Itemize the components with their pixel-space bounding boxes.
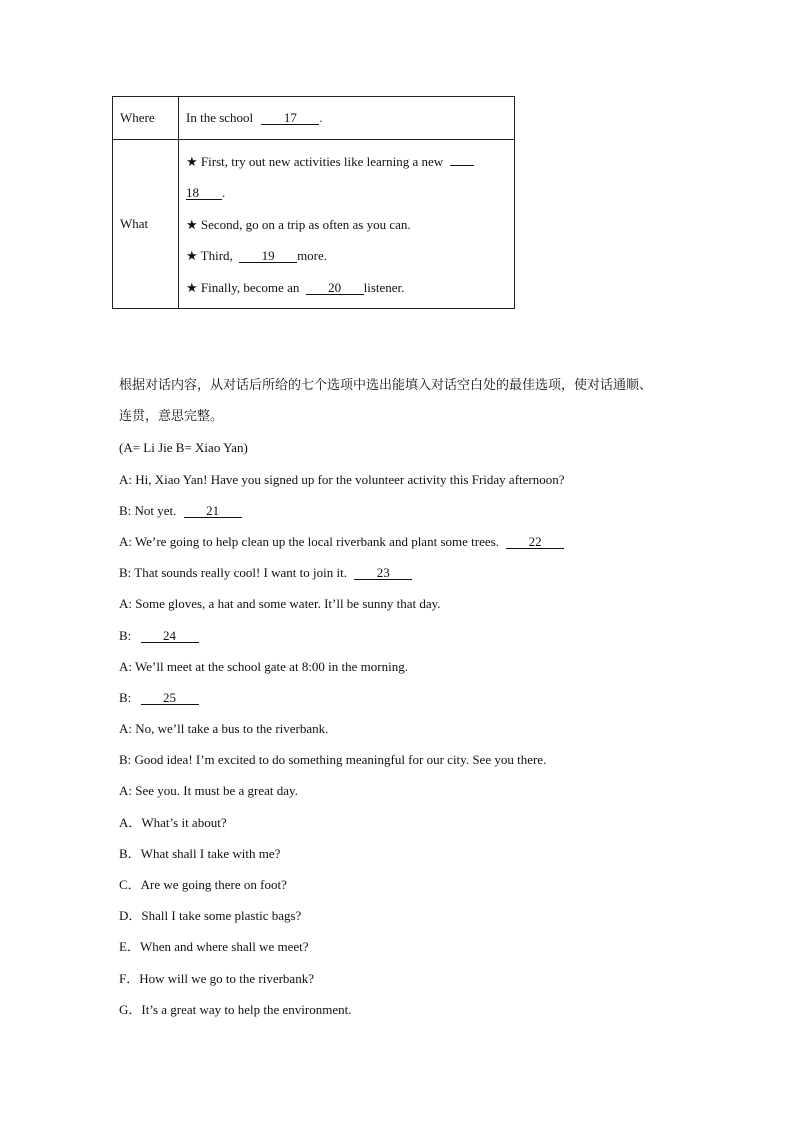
option-g: G．It’s a great way to help the environment. bbox=[119, 1001, 352, 1017]
dialogue-line bbox=[119, 620, 679, 651]
option-f: F．How will we go to the riverbank? bbox=[119, 970, 314, 986]
dialogue-line: A: No, we’ll take a bus to the riverbank. bbox=[119, 721, 329, 737]
dialogue-text: B: Not yet. bbox=[119, 502, 177, 518]
dialogue-text: B: bbox=[119, 689, 132, 705]
blank-18-start bbox=[450, 165, 474, 166]
what-item-first-text: ★ First, try out new activities like learning a new bbox=[186, 154, 444, 169]
where-end: . bbox=[319, 110, 323, 125]
blank-25[interactable]: 25 bbox=[141, 691, 199, 705]
what-item-fourth bbox=[186, 272, 514, 303]
what-item-third bbox=[186, 240, 514, 271]
what-label: What bbox=[113, 140, 179, 309]
dialogue-line: A: See you. It must be a great day. bbox=[119, 783, 298, 799]
table-row-what bbox=[113, 140, 515, 309]
dialogue-line: A: Some gloves, a hat and some water. It’ll be sunny that day. bbox=[119, 596, 441, 612]
option-d: D．Shall I take some plastic bags? bbox=[119, 908, 302, 924]
blank-22[interactable]: 22 bbox=[506, 535, 564, 549]
dialogue-line bbox=[119, 526, 679, 557]
what-item-fourth-end: listener. bbox=[363, 279, 405, 295]
option-c: C．Are we going there on foot? bbox=[119, 877, 287, 892]
blank-21[interactable]: 21 bbox=[184, 504, 242, 518]
dialogue-line: A: Hi, Xiao Yan! Have you signed up for the volunteer activity this Friday afternoon? bbox=[119, 471, 565, 487]
table-row-where bbox=[113, 97, 515, 140]
what-item-third-text: ★ Third, bbox=[186, 248, 233, 264]
blank-20[interactable]: 20 bbox=[306, 281, 364, 295]
where-text: In the school bbox=[186, 110, 254, 125]
what-item-first-cont bbox=[186, 177, 514, 208]
dialogue-text: B: bbox=[119, 627, 132, 643]
blank-17[interactable]: 17 bbox=[261, 111, 319, 125]
what-item-second: ★ Second, go on a trip as often as you can. bbox=[186, 216, 411, 232]
blank-23[interactable]: 23 bbox=[354, 566, 412, 580]
dialogue-section bbox=[119, 370, 679, 1025]
dialogue-line: B: Good idea! I’m excited to do something meaningful for our city. See you there. bbox=[119, 752, 547, 768]
blank-19[interactable]: 19 bbox=[239, 249, 297, 263]
where-cell bbox=[179, 97, 515, 140]
dialogue-text: A: We’re going to help clean up the local riverbank and plant some trees. bbox=[119, 533, 499, 549]
instructions-line-1: 根据对话内容，从对话后所给的七个选项中选出能填入对话空白处的最佳选项，使对话通顺、 bbox=[119, 378, 653, 393]
blank-24[interactable]: 24 bbox=[141, 629, 199, 643]
what-cell bbox=[179, 140, 515, 309]
option-a: A．What’s it about? bbox=[119, 814, 227, 830]
where-label: Where bbox=[113, 97, 179, 140]
what-item-fourth-text: ★ Finally, become an bbox=[186, 279, 300, 295]
speakers-line: (A= Li Jie B= Xiao Yan) bbox=[119, 440, 248, 456]
what-item-first-end: . bbox=[222, 185, 226, 201]
dialogue-line bbox=[119, 495, 679, 526]
option-b: B．What shall I take with me? bbox=[119, 845, 281, 861]
option-e: E．When and where shall we meet? bbox=[119, 939, 309, 955]
dialogue-line: A: We’ll meet at the school gate at 8:00 in the morning. bbox=[119, 658, 408, 674]
what-item-first bbox=[186, 146, 514, 177]
what-item-third-end: more. bbox=[297, 248, 328, 264]
instructions-line-2: 连贯，意思完整。 bbox=[119, 409, 224, 425]
dialogue-line bbox=[119, 682, 679, 713]
blank-18[interactable]: 18 bbox=[186, 186, 222, 200]
dialogue-line bbox=[119, 557, 679, 588]
info-table bbox=[112, 96, 515, 309]
dialogue-text: B: That sounds really cool! I want to join it. bbox=[119, 565, 347, 581]
